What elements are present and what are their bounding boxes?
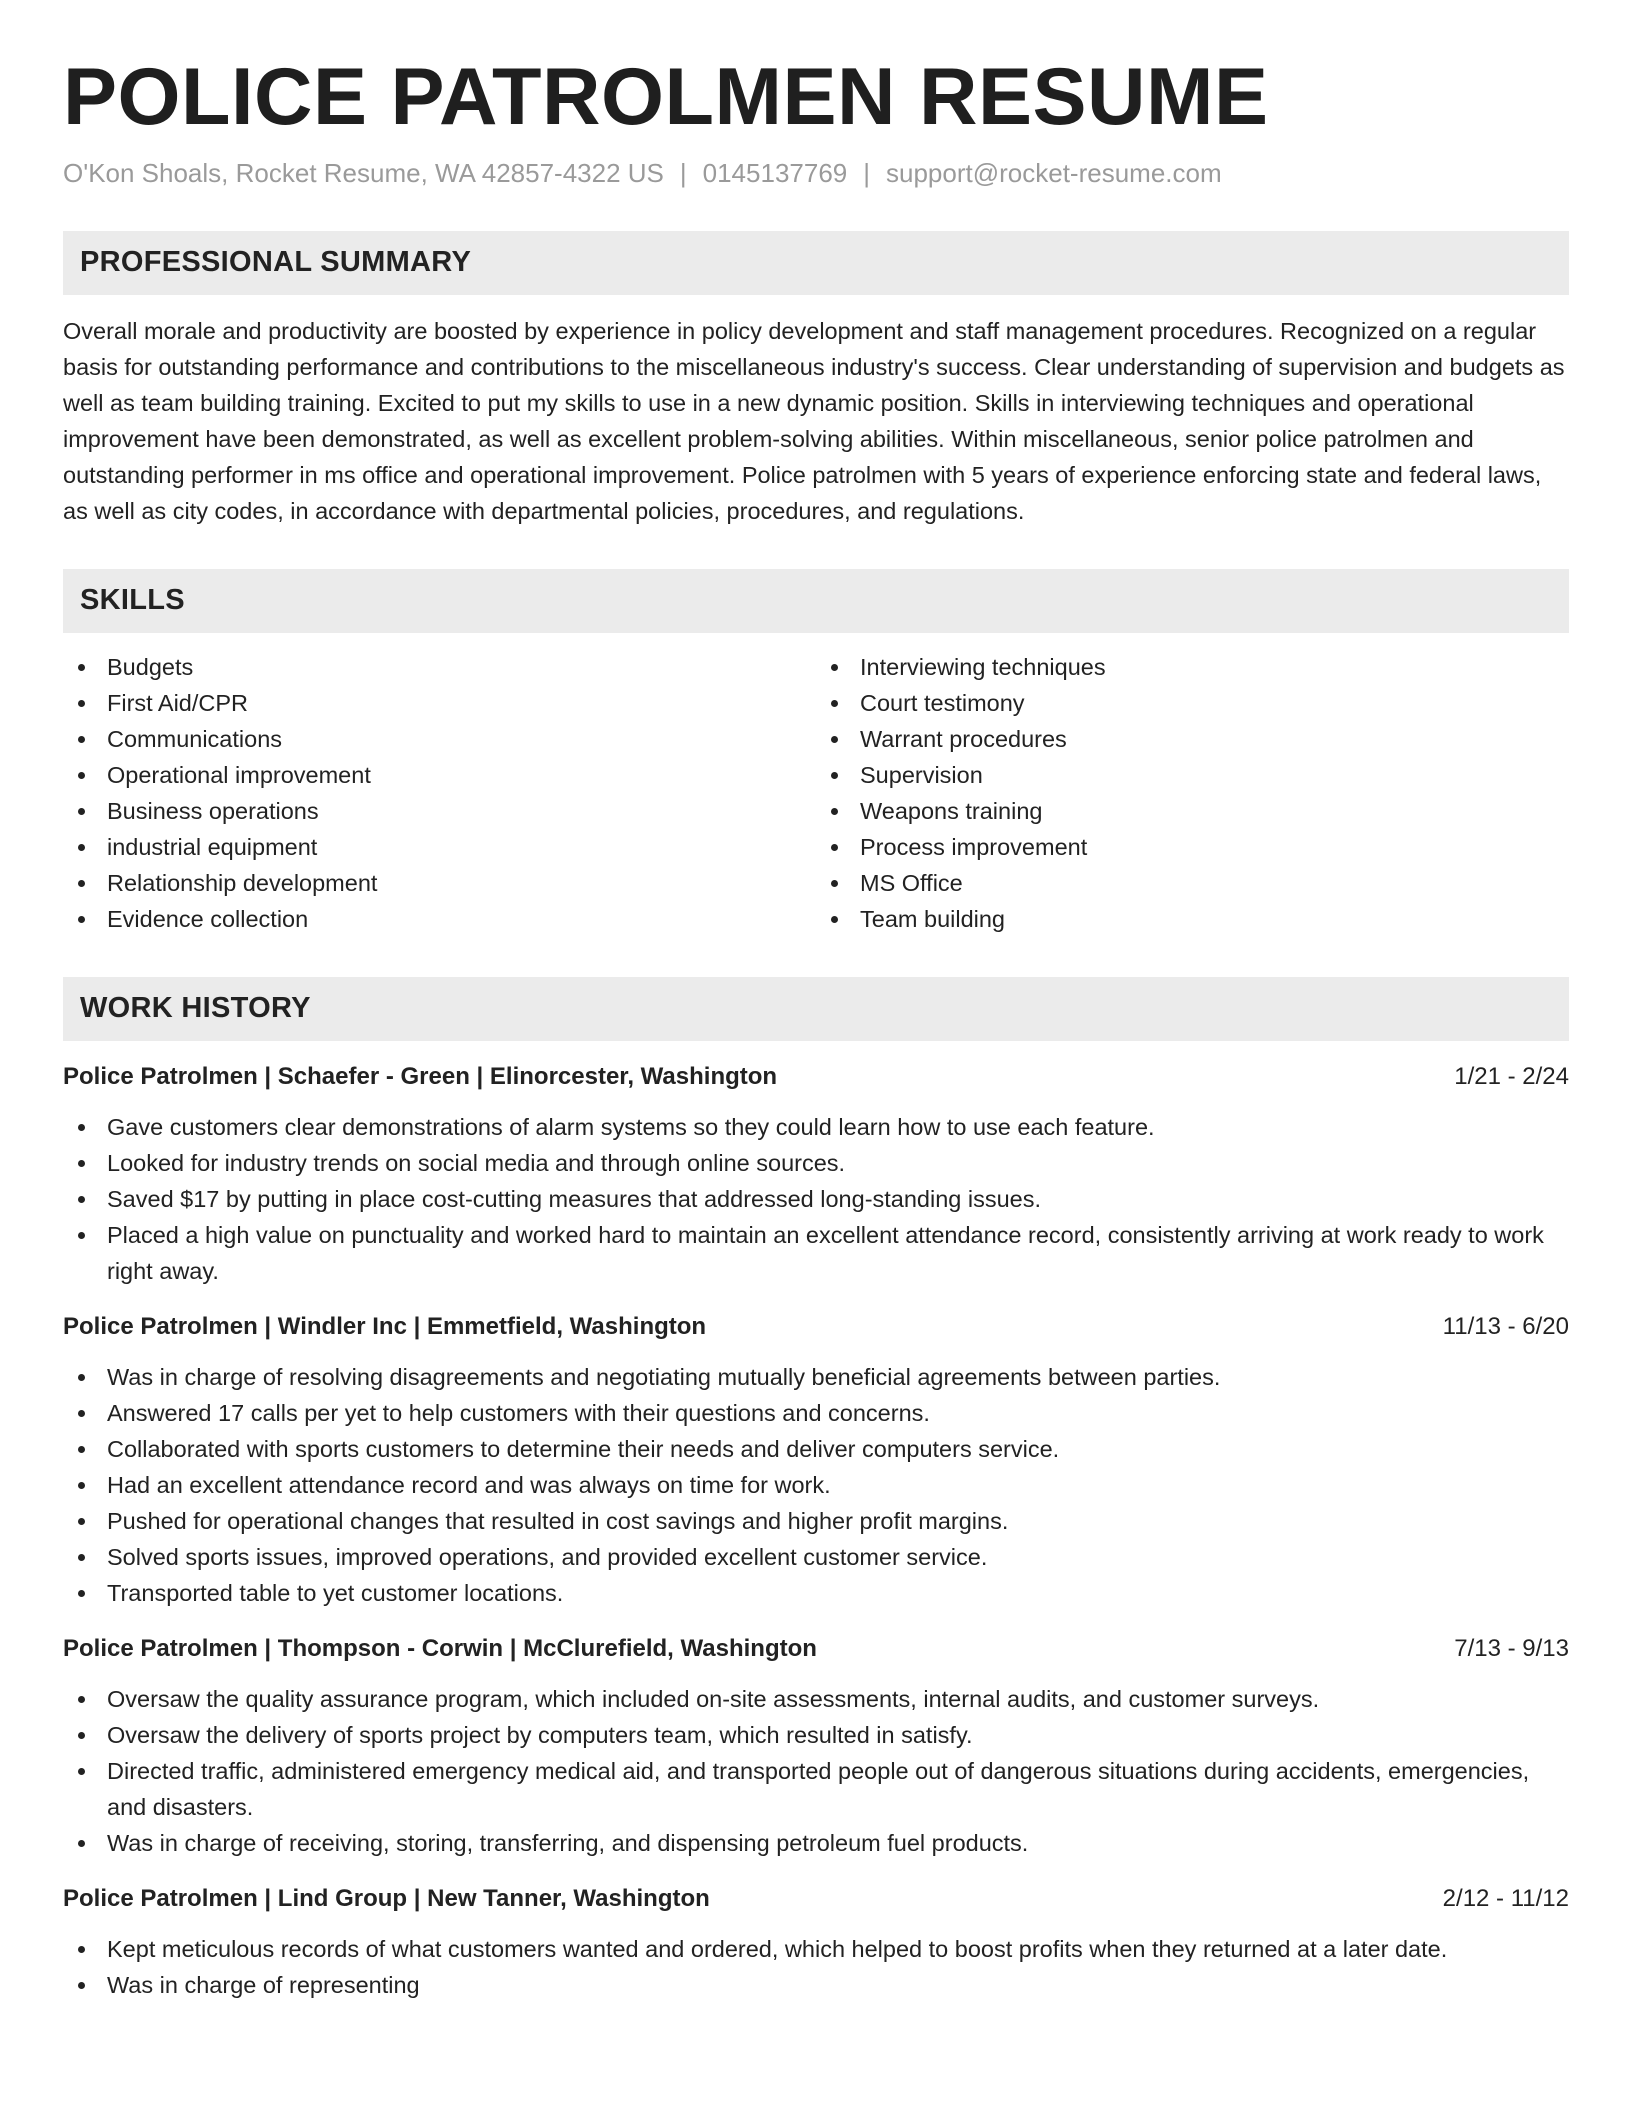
contact-line: [63, 157, 1569, 191]
skill-item: Relationship development: [63, 865, 816, 901]
job-bullet: Was in charge of receiving, storing, transferring, and dispensing petroleum fuel products.: [63, 1825, 1569, 1861]
job-title: Police Patrolmen | Thompson - Corwin | McClurefield, Washington: [63, 1634, 817, 1662]
skill-item: Interviewing techniques: [816, 649, 1569, 685]
skill-item: Supervision: [816, 757, 1569, 793]
job-bullet: Answered 17 calls per yet to help customers with their questions and concerns.: [63, 1395, 1569, 1431]
job-entry: [63, 1059, 1569, 1289]
skills-column-right: [816, 649, 1569, 937]
job-dates: 2/12 - 11/12: [1442, 1884, 1569, 1912]
skill-item: Warrant procedures: [816, 721, 1569, 757]
job-bullet: Transported table to yet customer locations.: [63, 1575, 1569, 1611]
contact-address: O'Kon Shoals, Rocket Resume, WA 42857-4322 US: [63, 157, 664, 188]
job-bullet: Directed traffic, administered emergency medical aid, and transported people out of dangerous situations during accidents, emergencies, and disasters.: [63, 1753, 1569, 1825]
skills-list: [63, 649, 1569, 937]
job-bullet-list: [63, 1359, 1569, 1611]
job-dates: 1/21 - 2/24: [1454, 1062, 1569, 1090]
job-bullet-list: [63, 1109, 1569, 1289]
job-header: [63, 1631, 1569, 1667]
job-bullet-list: [63, 1931, 1569, 2003]
job-title: Police Patrolmen | Schaefer - Green | Elinorcester, Washington: [63, 1062, 778, 1090]
summary-text: Overall morale and productivity are boosted by experience in policy development and staff management procedures. Recognized on a regular basis for outstanding performance and contributions to the miscellaneous industry's success. Clear understanding of supervision and budgets as well as team building training. Excited to put my skills to use in a new dynamic position. Skills in interviewing techniques and operational improvement have been demonstrated, as well as excellent problem-solving abilities. Within miscellaneous, senior police patrolmen and outstanding performer in ms office and operational improvement. Police patrolmen with 5 years of experience enforcing state and federal laws, as well as city codes, in accordance with departmental policies, procedures, and regulations.: [63, 317, 1565, 524]
job-bullet-list: [63, 1681, 1569, 1861]
skill-item: Team building: [816, 901, 1569, 937]
job-bullet: Oversaw the delivery of sports project by computers team, which resulted in satisfy.: [63, 1717, 1569, 1753]
job-bullet: Saved $17 by putting in place cost-cutting measures that addressed long-standing issues.: [63, 1181, 1569, 1217]
job-entry: [63, 1631, 1569, 1861]
skill-item: Communications: [63, 721, 816, 757]
job-entry: [63, 1881, 1569, 2003]
job-bullet: Kept meticulous records of what customers wanted and ordered, which helped to boost profits when they returned at a later date.: [63, 1931, 1569, 1967]
job-bullet: Had an excellent attendance record and was always on time for work.: [63, 1467, 1569, 1503]
job-bullet: Gave customers clear demonstrations of alarm systems so they could learn how to use each feature.: [63, 1109, 1569, 1145]
skill-item: Operational improvement: [63, 757, 816, 793]
job-entry: [63, 1309, 1569, 1611]
job-dates: 11/13 - 6/20: [1442, 1312, 1569, 1340]
job-header: [63, 1059, 1569, 1095]
job-bullet: Was in charge of resolving disagreements and negotiating mutually beneficial agreements between parties.: [63, 1359, 1569, 1395]
job-bullet: Pushed for operational changes that resulted in cost savings and higher profit margins.: [63, 1503, 1569, 1539]
skill-item: Budgets: [63, 649, 816, 685]
section-heading-skills: SKILLS: [63, 569, 1569, 633]
page-title: POLICE PATROLMEN RESUME: [63, 52, 1269, 142]
job-title: Police Patrolmen | Lind Group | New Tanner, Washington: [63, 1884, 710, 1912]
job-dates: 7/13 - 9/13: [1454, 1634, 1569, 1662]
skill-item: Process improvement: [816, 829, 1569, 865]
contact-separator: |: [863, 157, 871, 188]
skill-item: First Aid/CPR: [63, 685, 816, 721]
skill-item: Weapons training: [816, 793, 1569, 829]
section-heading-summary: PROFESSIONAL SUMMARY: [63, 231, 1569, 295]
skill-item: industrial equipment: [63, 829, 816, 865]
job-bullet: Collaborated with sports customers to determine their needs and deliver computers service.: [63, 1431, 1569, 1467]
job-header: [63, 1309, 1569, 1345]
job-bullet: Was in charge of representing: [63, 1967, 1569, 2003]
skill-item: Evidence collection: [63, 901, 816, 937]
job-title: Police Patrolmen | Windler Inc | Emmetfield, Washington: [63, 1312, 707, 1340]
job-bullet: Solved sports issues, improved operations, and provided excellent customer service.: [63, 1539, 1569, 1575]
job-bullet: Oversaw the quality assurance program, which included on-site assessments, internal audits, and customer surveys.: [63, 1681, 1569, 1717]
skill-item: MS Office: [816, 865, 1569, 901]
skill-item: Court testimony: [816, 685, 1569, 721]
contact-phone: 0145137769: [702, 157, 848, 188]
job-header: [63, 1881, 1569, 1917]
skill-item: Business operations: [63, 793, 816, 829]
contact-email: support@rocket-resume.com: [886, 157, 1222, 188]
skills-column-left: [63, 649, 816, 937]
contact-separator: |: [679, 157, 687, 188]
section-heading-work-history: WORK HISTORY: [63, 977, 1569, 1041]
job-bullet: Placed a high value on punctuality and worked hard to maintain an excellent attendance record, consistently arriving at work ready to work right away.: [63, 1217, 1569, 1289]
work-history-list: [63, 1059, 1569, 2003]
job-bullet: Looked for industry trends on social media and through online sources.: [63, 1145, 1569, 1181]
